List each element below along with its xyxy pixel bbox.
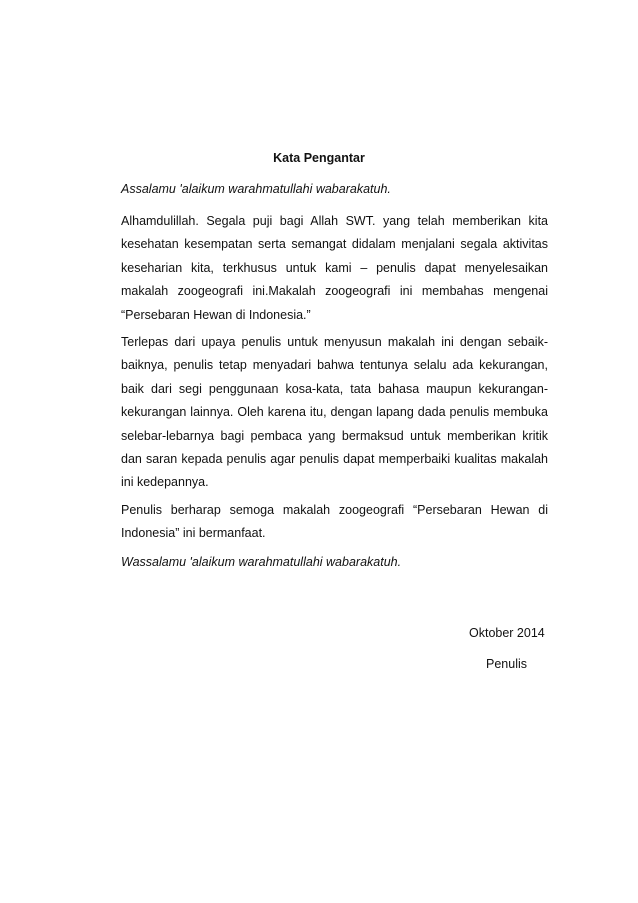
page-title: Kata Pengantar <box>273 151 365 165</box>
paragraph-1: Alhamdulillah. Segala puji bagi Allah SWT. yang telah memberikan kita kesehatan kesempatan serta semangat didalam menjalani segala aktivitas keseharian kita, terkhusus untuk kami – penulis dapat menyelesaikan makalah zoogeografi ini.Makalah zoogeografi ini membahas mengenai “Persebaran Hewan di Indonesia.” <box>121 214 548 322</box>
paragraph-3: Penulis berharap semoga makalah zoogeografi “Persebaran Hewan di Indonesia” ini bermanfaat. <box>121 503 548 541</box>
paragraph-2: Terlepas dari upaya penulis untuk menyusun makalah ini dengan sebaik-baiknya, penulis tetap menyadari bahwa tentunya selalu ada kekurangan, baik dari segi penggunaan kosa-kata, tata bahasa maupun kekurangan-kekurangan lainnya. Oleh karena itu, dengan lapang dada penulis membuka selebar-lebarnya bagi pembaca yang bermaksud untuk memberikan kritik dan saran kepada penulis agar penulis dapat memperbaiki kualitas makalah ini kedepannya. <box>121 335 548 490</box>
date-line: Oktober 2014 <box>469 626 545 640</box>
closing-greeting: Wassalamu 'alaikum warahmatullahi wabarakatuh. <box>121 555 402 569</box>
signature-line: Penulis <box>486 657 527 671</box>
opening-greeting: Assalamu 'alaikum warahmatullahi wabarakatuh. <box>121 182 391 196</box>
